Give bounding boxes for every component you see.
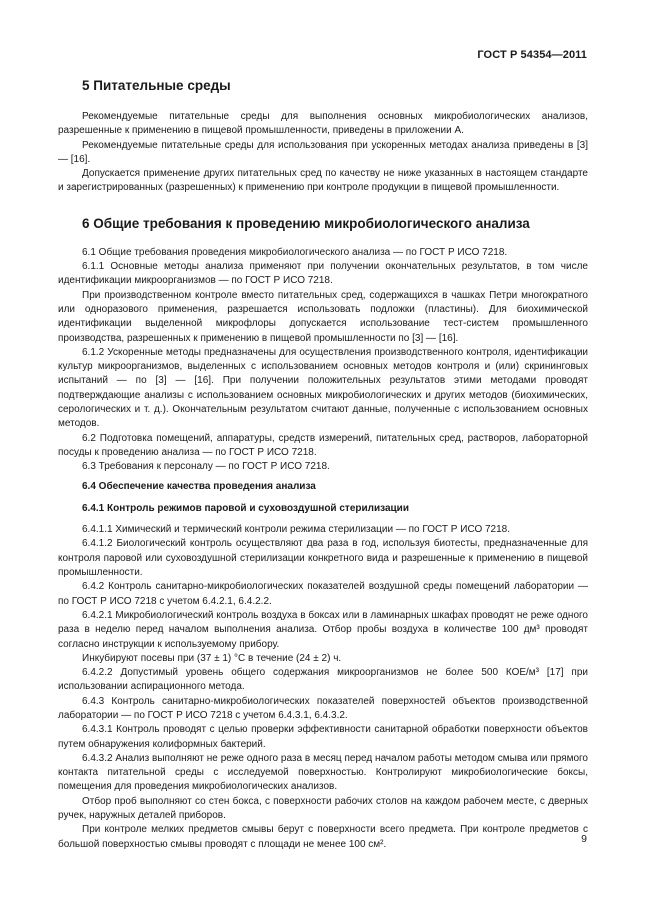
section-6-paragraph: 6.4.3.1 Контроль проводят с целью проверки эффективности санитарной обработки поверхности объектов путем обнаружения колиформных бактерий. <box>58 724 588 750</box>
section-6-paragraph: При производственном контроле вместо питательных сред, содержащихся в чашках Петри многократного или одноразового применения, разрешается использовать подложки (пластины). Для биохимической идентификации выделенной микрофлоры допускается использование тест-систем промышленного производства, разрешенных к применению в пищевой промышленности по [3] — [16]. <box>58 289 588 344</box>
section-6-paragraph: Инкубируют посевы при (37 ± 1) °С в течение (24 ± 2) ч. <box>82 652 342 664</box>
section-6-paragraph: Отбор проб выполняют со стен бокса, с поверхности рабочих столов на каждом рабочем месте, с дверных ручек, наружных деталей приборов. <box>58 795 588 822</box>
section-6-paragraph: 6.1.1 Основные методы анализа применяют при получении окончательных результатов, в том числе идентификации микроорганизмов — по ГОСТ Р ИСО 7218. <box>58 261 588 287</box>
section-6-paragraph: 6.1.2 Ускоренные методы предназначены для осуществления производственного контроля, идентификации культур микроорганизмов, выделенных с использованием основных методов контроля и (или) скрининговых испытаний — по [3] — [16]. При получении положительных результатов этими методами проводят подтверждающие анализы с использованием основных микробиологических и других методов (биохимических, серологических и т. д.). Окончательным результатом считают данные, полученные с использованием основных методов. <box>58 346 588 430</box>
section-6-paragraph: 6.3 Требования к персоналу — по ГОСТ Р ИСО 7218. <box>82 461 330 473</box>
section-6-paragraph: 6.4.3 Контроль санитарно-микробиологических показателей поверхностей объектов производственной лаборатории — по ГОСТ Р ИСО 7218 с учетом 6.4.3.1, 6.4.3.2. <box>58 695 588 721</box>
section-6-paragraph: 6.4.2.2 Допустимый уровень общего содержания микроорганизмов не более 500 КОЕ/м³ [17] при использовании аспирационного метода. <box>58 667 588 693</box>
document-header-standard: ГОСТ Р 54354—2011 <box>477 49 587 61</box>
section-6-paragraph: 6.2 Подготовка помещений, аппаратуры, средств измерений, питательных сред, растворов, лабораторной посуды к проведению анализа — по ГОСТ Р ИСО 7218. <box>58 432 588 458</box>
section-5-title: 5 Питательные среды <box>82 78 231 93</box>
page-number: 9 <box>581 833 587 845</box>
section-6-paragraph: 6.4.1.2 Биологический контроль осуществляют два раза в год, используя биотесты, предназначенные для контроля паровой или суховоздушной стерилизации конкретного вида и разрешенные к применению в пищевой промышленности. <box>58 538 588 579</box>
section-6-paragraph: 6.4.1.1 Химический и термический контроли режима стерилизации — по ГОСТ Р ИСО 7218. <box>82 524 511 536</box>
subsection-6-4-heading: 6.4 Обеспечение качества проведения анализа <box>82 480 316 492</box>
section-6-paragraph: 6.4.2 Контроль санитарно-микробиологических показателей воздушной среды помещений лаборатории — по ГОСТ Р ИСО 7218 с учетом 6.4.2.1, 6.4.2.2. <box>58 581 588 607</box>
section-6-paragraph: 6.4.2.1 Микробиологический контроль воздуха в боксах или в ламинарных шкафах проводят не реже одного раза в неделю перед началом выполнения анализа. Отбор пробы воздуха в количестве 100 дм³ проводят согласно инструкции к используемому прибору. <box>58 609 588 650</box>
section-6-paragraph: При контроле мелких предметов смывы берут с поверхности всего предмета. При контроле предметов с большой поверхностью смывы проводят с площади не менее 100 см². <box>58 824 588 850</box>
page-content <box>58 78 588 852</box>
section-6-paragraph: 6.4.3.2 Анализ выполняют не реже одного раза в месяц перед началом работы методом смыва или прямого контакта питательной среды с исследуемой поверхностью. Контролируют микробиологические боксы, помещения для проведения микробиологических анализов. <box>58 752 588 793</box>
section-5-paragraph: Допускается применение других питательных сред по качеству не ниже указанных в настоящем стандарте и зарегистрированных (разрешенных) к применению при контроле продукции в пищевой промышленности. <box>58 168 588 194</box>
section-6-title: 6 Общие требования к проведению микробиологического анализа <box>82 215 530 231</box>
section-6-paragraph: 6.1 Общие требования проведения микробиологического анализа — по ГОСТ Р ИСО 7218. <box>82 246 508 258</box>
subsection-6-4-1-heading: 6.4.1 Контроль режимов паровой и суховоздушной стерилизации <box>82 502 409 514</box>
section-5-paragraph: Рекомендуемые питательные среды для выполнения основных микробиологических анализов, разрешенные к применению в пищевой промышленности, приведены в приложении А. <box>58 111 588 137</box>
section-5-paragraph: Рекомендуемые питательные среды для использования при ускоренных методах анализа приведены в [3] — [16]. <box>58 139 588 165</box>
